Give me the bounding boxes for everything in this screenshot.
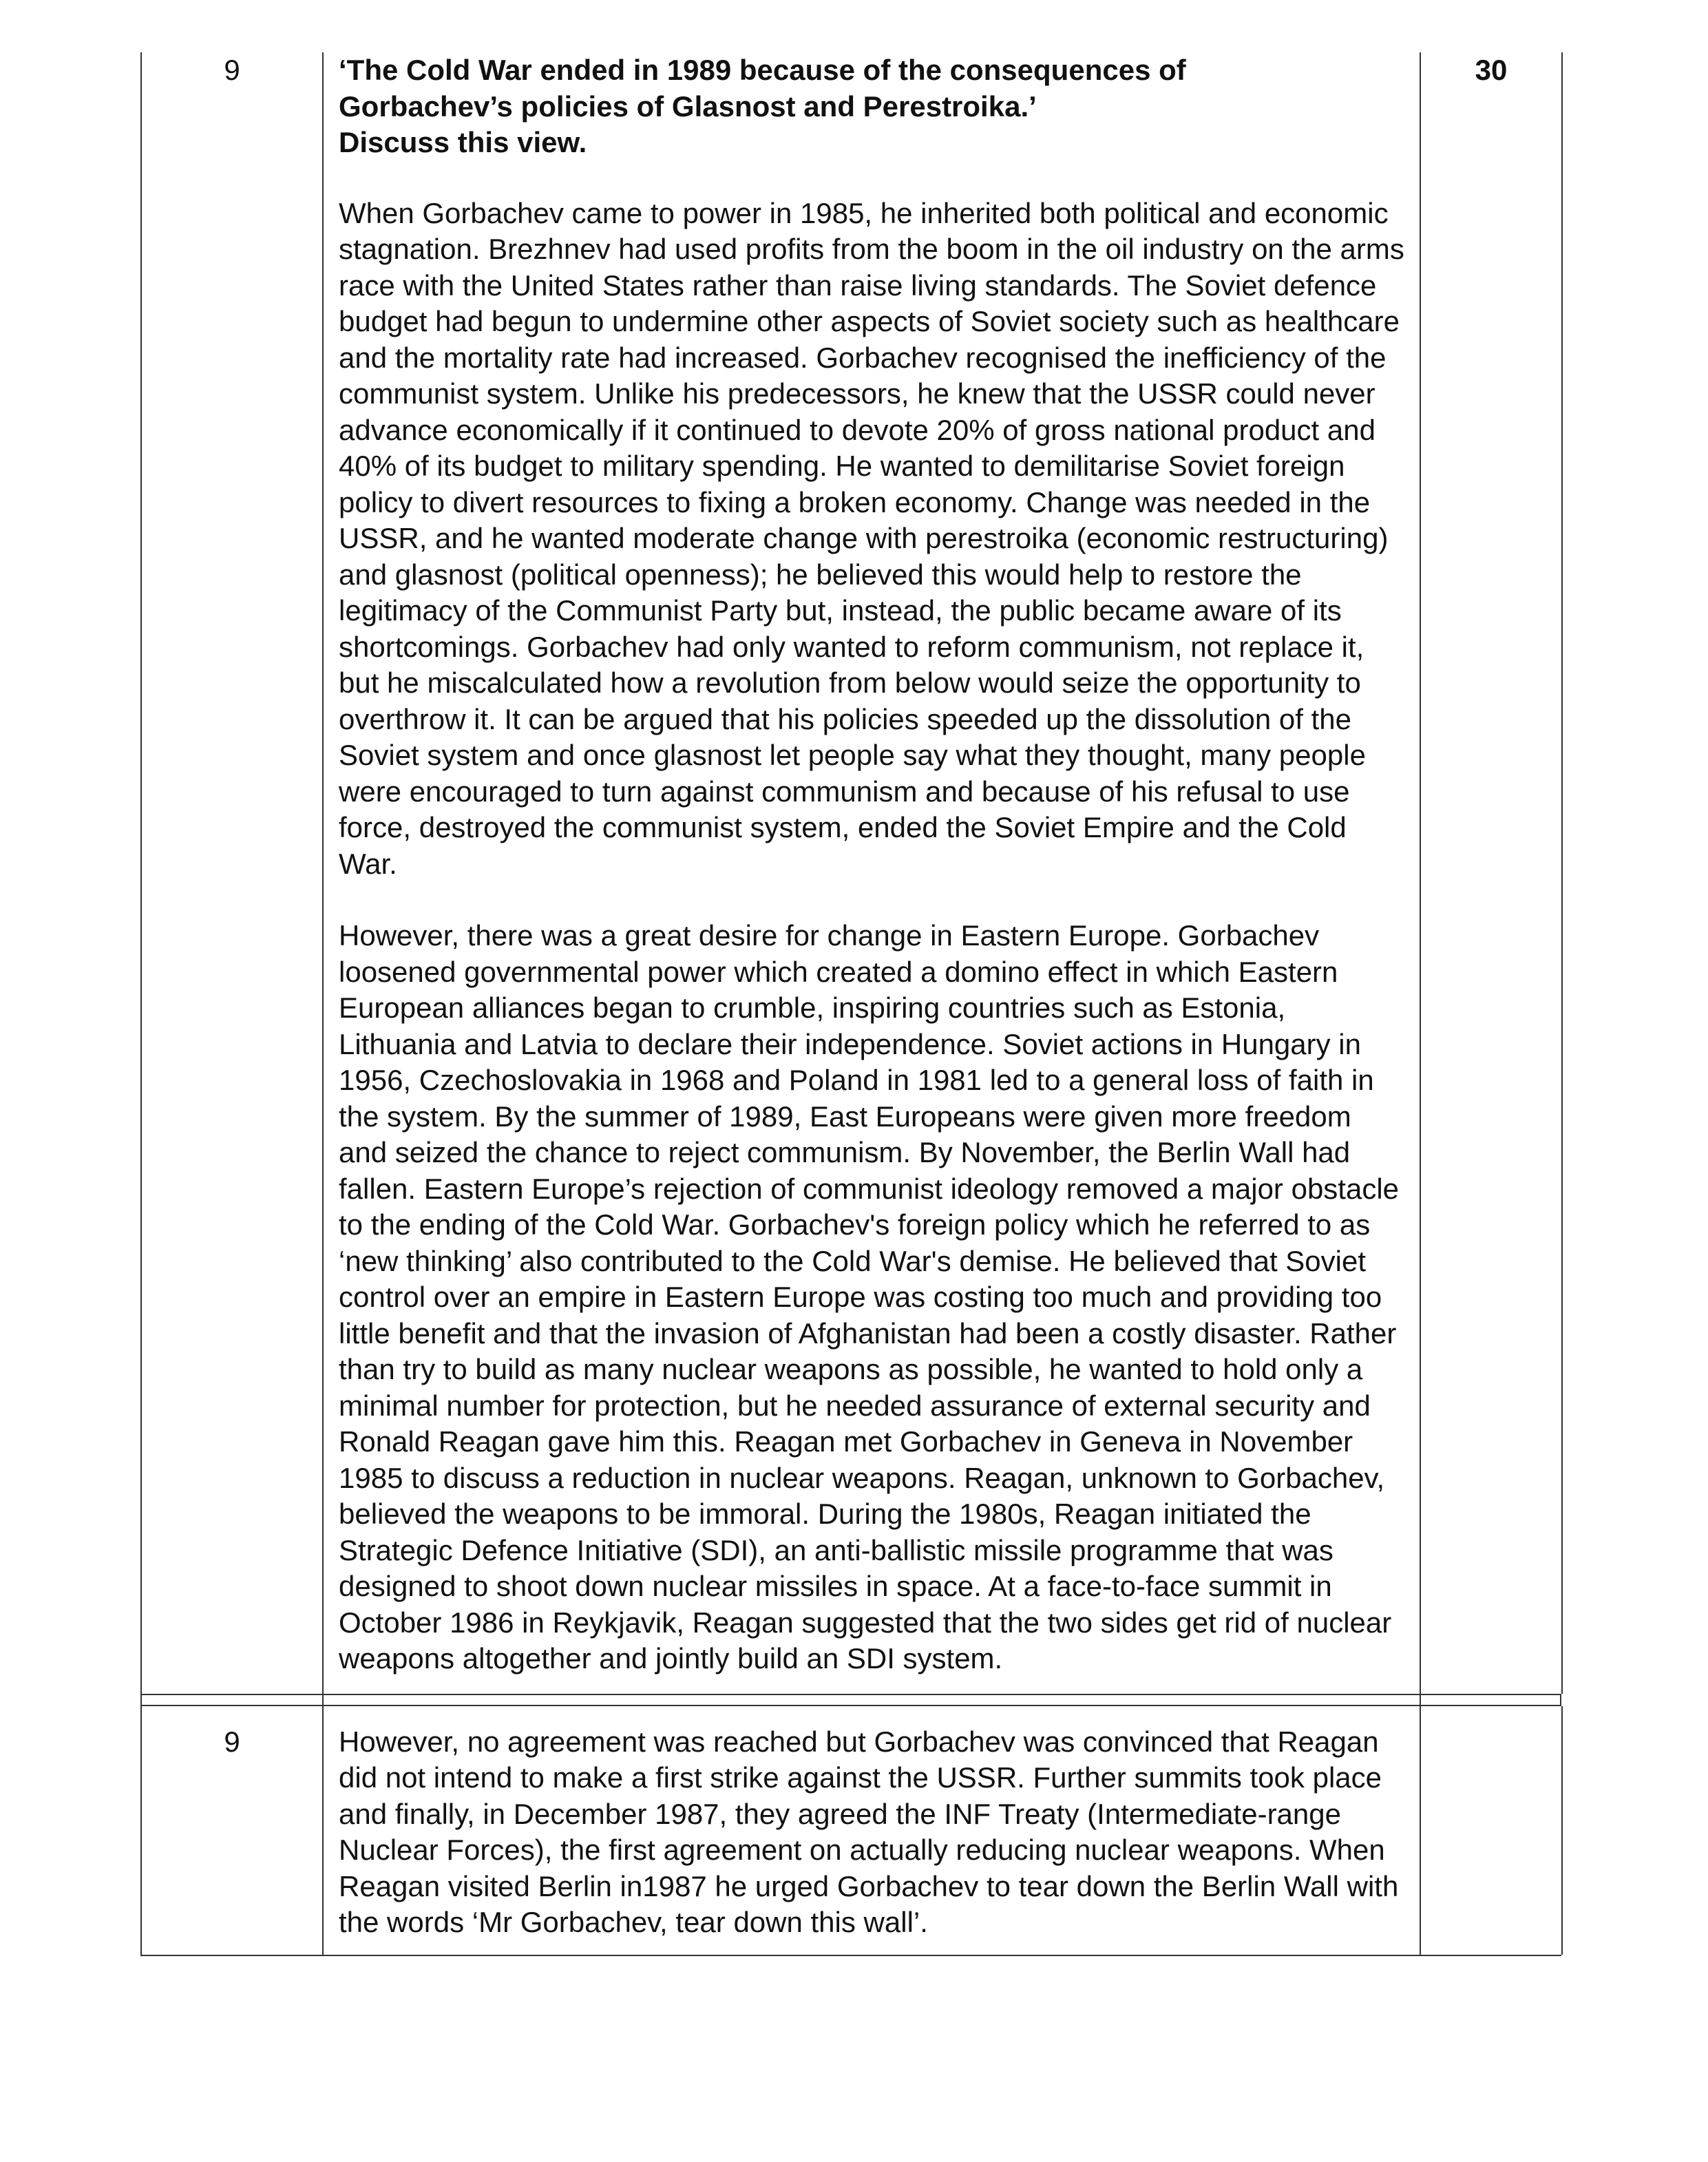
mark-scheme-table-row-2 bbox=[140, 1706, 1563, 1955]
question-number-cell bbox=[141, 1706, 323, 1955]
question-instruction: Discuss this view. bbox=[339, 126, 587, 158]
question-number: 9 bbox=[224, 1725, 240, 1758]
answer-cell bbox=[323, 52, 1420, 1694]
divider-column-rule bbox=[1420, 1695, 1421, 1705]
marks-cell bbox=[1420, 52, 1562, 1694]
mark-scheme-sheet bbox=[140, 52, 1561, 1956]
question-prompt-line: Gorbachev’s policies of Glasnost and Perestroika.’ bbox=[339, 90, 1037, 123]
divider-column-rule bbox=[322, 1695, 324, 1705]
table-row bbox=[141, 1706, 1562, 1955]
question-number-cell bbox=[141, 52, 323, 1694]
question-prompt bbox=[339, 52, 1407, 161]
row-divider bbox=[140, 1694, 1561, 1706]
question-number: 9 bbox=[224, 54, 240, 86]
question-prompt-line: ‘The Cold War ended in 1989 because of the consequences of bbox=[339, 54, 1186, 86]
answer-paragraph: However, no agreement was reached but Gorbachev was convinced that Reagan did not intend to make a first strike against the USSR. Further summits took place and finally, in December 1987, they agreed the INF Treaty (Intermediate-range Nuclear Forces), the first agreement on actually reducing nuclear weapons. When Reagan visited Berlin in1987 he urged Gorbachev to tear down the Berlin Wall with the words ‘Mr Gorbachev, tear down this wall’. bbox=[339, 1725, 1399, 1938]
answer-paragraph: However, there was a great desire for change in Eastern Europe. Gorbachev loosened governmental power which created a domino effect in which Eastern European alliances began to crumble, inspiring countries such as Estonia, Lithuania and Latvia to declare their independence. Soviet actions in Hungary in 1956, Czechoslovakia in 1968 and Poland in 1981 led to a general loss of faith in the system. By the summer of 1989, East Europeans were given more freedom and seized the chance to reject communism. By November, the Berlin Wall had fallen. Eastern Europe’s rejection of communist ideology removed a major obstacle to the ending of the Cold War. Gorbachev's foreign policy which he referred to as ‘new thinking’ also contributed to the Cold War's demise. He believed that Soviet control over an empire in Eastern Europe was costing too much and providing too little benefit and that the invasion of Afghanistan had been a costly disaster. Rather than try to build as many nuclear weapons as possible, he wanted to hold only a minimal number for protection, but he needed assurance of external security and Ronald Reagan gave him this. Reagan met Gorbachev in Geneva in November 1985 to discuss a reduction in nuclear weapons. Reagan, unknown to Gorbachev, believed the weapons to be immoral. During the 1980s, Reagan initiated the Strategic Defence Initiative (SDI), an anti-ballistic missile programme that was designed to shoot down nuclear missiles in space. At a face-to-face summit in October 1986 in Reykjavik, Reagan suggested that the two sides get rid of nuclear weapons altogether and jointly build an SDI system. bbox=[339, 919, 1400, 1675]
marks-value: 30 bbox=[1475, 54, 1508, 86]
mark-scheme-table-row-2-wrap bbox=[140, 1706, 1561, 1956]
answer-cell bbox=[323, 1706, 1420, 1955]
answer-paragraph: When Gorbachev came to power in 1985, he inherited both political and economic stagnation. Brezhnev had used profits from the boom in the oil industry on the arms race with the United States rather than raise living standards. The Soviet defence budget had begun to undermine other aspects of Soviet society such as healthcare and the mortality rate had increased. Gorbachev recognised the inefficiency of the communist system. Unlike his predecessors, he knew that the USSR could never advance economically if it continued to devote 20% of gross national product and 40% of its budget to military spending. He wanted to demilitarise Soviet foreign policy to divert resources to fixing a broken economy. Change was needed in the USSR, and he wanted moderate change with perestroika (economic restructuring) and glasnost (political openness); he believed this would help to restore the legitimacy of the Communist Party but, instead, the public became aware of its shortcomings. Gorbachev had only wanted to reform communism, not replace it, but he miscalculated how a revolution from below would seize the opportunity to overthrow it. It can be argued that his policies speeded up the dissolution of the Soviet system and once glasnost let people say what they thought, many people were encouraged to turn against communism and because of his refusal to use force, destroyed the communist system, ended the Soviet Empire and the Cold War. bbox=[339, 196, 1404, 880]
mark-scheme-table-row-1 bbox=[140, 52, 1563, 1694]
marks-cell bbox=[1420, 1706, 1562, 1955]
table-row bbox=[141, 52, 1562, 1694]
